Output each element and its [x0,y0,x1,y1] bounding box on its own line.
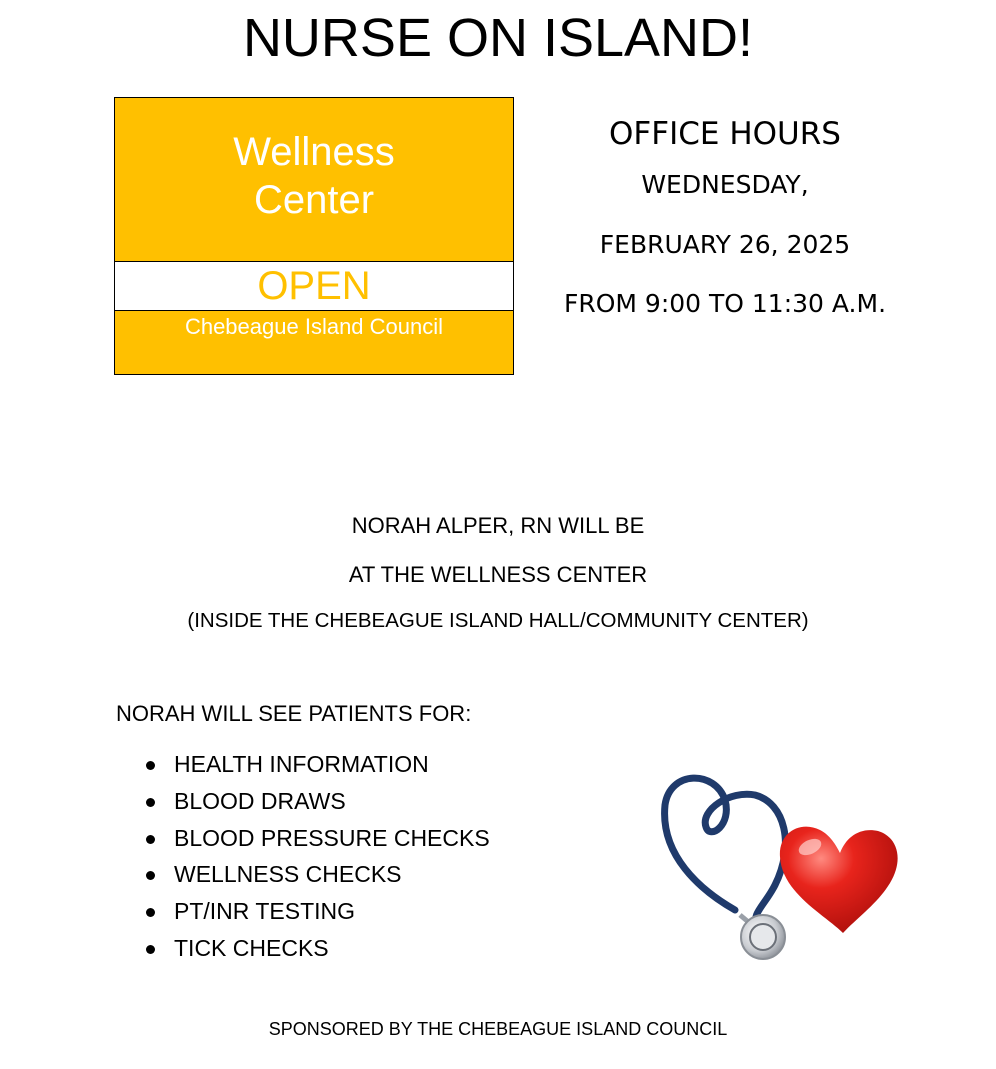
wellness-center-sign [114,97,514,375]
service-label: PT/INR TESTING [174,898,356,925]
sign-organization: Chebeague Island Council [184,314,444,339]
stethoscope-heart-icon [640,765,910,970]
bullet-icon [146,945,155,954]
service-label: TICK CHECKS [174,934,329,961]
services-list-item [140,746,490,783]
open-band [115,261,513,311]
services-list-item [140,783,490,820]
announcement-line-2: AT THE WELLNESS CENTER [348,562,648,587]
bullet-icon [146,835,155,844]
page-title: NURSE ON ISLAND! [242,8,754,68]
service-label: HEALTH INFORMATION [174,751,429,777]
bullet-icon [146,798,155,807]
services-list-item [140,856,490,893]
red-heart [780,827,898,933]
service-label: BLOOD DRAWS [174,787,346,814]
office-hours-heading: OFFICE HOURS [609,116,841,152]
services-list-item [140,820,490,857]
bullet-icon [146,908,155,917]
open-status: OPEN [257,264,371,308]
announcement-line-1: NORAH ALPER, RN WILL BE [351,513,645,538]
office-hours-date: FEBRUARY 26, 2025 [599,230,851,259]
service-label: WELLNESS CHECKS [174,861,402,888]
stethoscope-tube [665,778,786,925]
services-intro: NORAH WILL SEE PATIENTS FOR: [116,701,472,726]
announcement-location: (INSIDE THE CHEBEAGUE ISLAND HALL/COMMUNITY CENTER) [187,609,809,632]
bullet-icon [146,761,155,770]
wellness-center-name-line2: Center [253,178,375,222]
service-label: BLOOD PRESSURE CHECKS [174,824,490,851]
bullet-icon [146,871,155,880]
services-list-item [140,893,490,930]
wellness-center-name [115,128,513,224]
services-list-item [140,930,490,967]
sponsor-footer: SPONSORED BY THE CHEBEAGUE ISLAND COUNCIL [268,1019,728,1039]
office-hours-time: FROM 9:00 TO 11:30 A.M. [563,289,887,318]
office-hours-day: WEDNESDAY, [641,170,809,199]
services-list [140,746,490,967]
wellness-center-name-line1: Wellness [233,130,395,174]
